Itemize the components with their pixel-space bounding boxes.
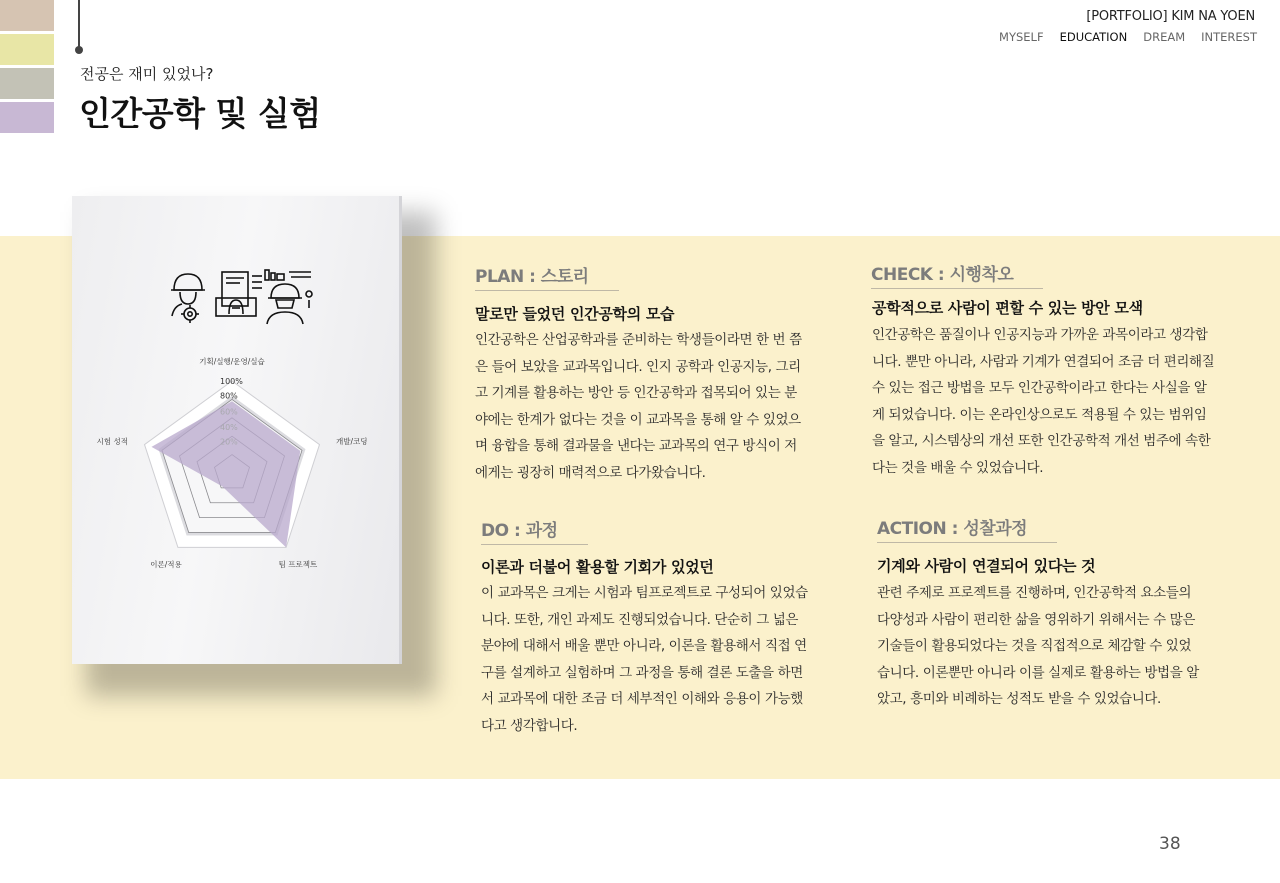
radar-scale-label: 40% (220, 423, 238, 432)
page-subtitle: 전공은 재미 있었나? (80, 65, 214, 83)
plan-body (475, 327, 802, 486)
radar-scale-label: 80% (220, 391, 238, 401)
action-heading: ACTION : 성찰과정 (877, 514, 1057, 543)
page-number: 38 (1159, 834, 1181, 854)
do-line: 니다. 또한, 개인 과제도 진행되었습니다. 단순히 그 넓은 (481, 611, 799, 628)
blueprint-document-icon (216, 272, 262, 316)
color-swatch-2 (0, 34, 54, 65)
plan-line: 야에는 한계가 없다는 것을 이 교과목을 통해 알 수 있었으 (475, 411, 801, 428)
decorative-dot (75, 46, 83, 54)
do-body (481, 580, 808, 739)
action-line: 다양성과 사람이 편리한 삶을 영위하기 위해서는 수 많은 (877, 611, 1195, 628)
plan-line: 고 기계를 활용하는 방안 등 인간공학과 접목되어 있는 분 (475, 385, 797, 401)
radar-axis-label: 개발/코딩 (335, 437, 368, 447)
radar-scale-label: 100% (220, 377, 243, 386)
action-line: 기술들이 활용되었다는 것을 직접적으로 체감할 수 있었 (877, 638, 1192, 654)
check-line: 게 되었습니다. 이는 온라인상으로도 적용될 수 있는 범위임 (872, 406, 1207, 423)
book-icons (168, 268, 313, 326)
nav-dream[interactable]: DREAM (1143, 30, 1186, 44)
action-body (877, 580, 1199, 713)
check-line: 인간공학은 품질이나 인공지능과 가까운 과목이라고 생각합 (872, 327, 1208, 343)
nav-myself[interactable]: MYSELF (999, 30, 1044, 44)
do-line: 분야에 대해서 배울 뿐만 아니라, 이론을 활용해서 직접 연 (481, 638, 807, 654)
do-line: 서 교과목에 대한 조금 더 세부적인 이해와 응용이 가능했 (481, 691, 803, 707)
plan-subheading: 말로만 들었던 인간공학의 모습 (475, 305, 675, 323)
do-line: 다고 생각합니다. (481, 717, 578, 734)
check-heading: CHECK : 시행착오 (871, 260, 1043, 289)
plan-line: 에게는 굉장히 매력적으로 다가왔습니다. (475, 464, 706, 481)
action-subheading: 기계와 사람이 연결되어 있다는 것 (877, 557, 1096, 575)
radar-chart (96, 356, 372, 581)
color-swatch-3 (0, 68, 54, 99)
check-line: 니다. 뿐만 아니라, 사람과 기계가 연결되어 조금 더 편리해질 (872, 353, 1215, 370)
check-subheading: 공학적으로 사람이 편할 수 있는 방안 모색 (872, 299, 1143, 317)
radar-axis-label: 이론/적용 (150, 559, 182, 569)
check-body (872, 322, 1214, 481)
radar-axis-label: 시험 성적 (96, 437, 129, 447)
check-line: 수 있는 접근 방법을 모두 인간공학이라고 한다는 사실을 알 (872, 380, 1207, 396)
portfolio-brand: [PORTFOLIO] KIM NA YOEN (1086, 9, 1255, 24)
do-line: 이 교과목은 크게는 시험과 팀프로젝트로 구성되어 있었습 (481, 585, 808, 601)
plan-line: 인간공학은 산업공학과를 준비하는 학생들이라면 한 번 쯤 (475, 332, 802, 348)
check-line: 을 알고, 시스템상의 개선 또한 인간공학적 개선 범주에 속한 (872, 433, 1211, 449)
radar-axis-label: 기획/실행/운영/실습 (199, 356, 265, 366)
color-swatch-1 (0, 0, 54, 31)
book-mockup (72, 196, 402, 664)
engineer-gear-icon (171, 274, 205, 323)
nav-interest[interactable]: INTEREST (1201, 30, 1257, 44)
action-line: 관련 주제로 프로젝트를 진행하며, 인간공학적 요소들의 (877, 585, 1192, 601)
do-heading: DO : 과정 (481, 516, 588, 545)
factory-worker-icon (265, 270, 312, 324)
radar-scale-label: 20% (220, 437, 238, 447)
plan-line: 은 들어 보았을 교과목입니다. 인지 공학과 인공지능, 그리 (475, 358, 801, 375)
radar-axis-label: 팀 프로젝트 (278, 559, 318, 569)
plan-heading: PLAN : 스토리 (475, 262, 619, 291)
plan-line: 며 융합을 통해 결과물을 낸다는 교과목의 연구 방식이 저 (475, 438, 797, 454)
action-line: 았고, 흥미와 비례하는 성적도 받을 수 있었습니다. (877, 691, 1161, 707)
radar-scale-label: 60% (220, 407, 238, 417)
do-subheading: 이론과 더불어 활용할 기회가 있었던 (481, 558, 714, 576)
check-line: 다는 것을 배울 수 있었습니다. (872, 459, 1044, 476)
nav-education[interactable]: EDUCATION (1059, 30, 1128, 44)
do-line: 구를 설계하고 실험하며 그 과정을 통해 결론 도출을 하면 (481, 664, 803, 681)
page-title: 인간공학 및 실험 (79, 94, 321, 133)
decorative-vertical-line (78, 0, 80, 48)
action-line: 습니다. 이론뿐만 아니라 이를 실제로 활용하는 방법을 알 (877, 664, 1199, 681)
color-swatch-4 (0, 102, 54, 133)
top-nav (999, 30, 1257, 44)
